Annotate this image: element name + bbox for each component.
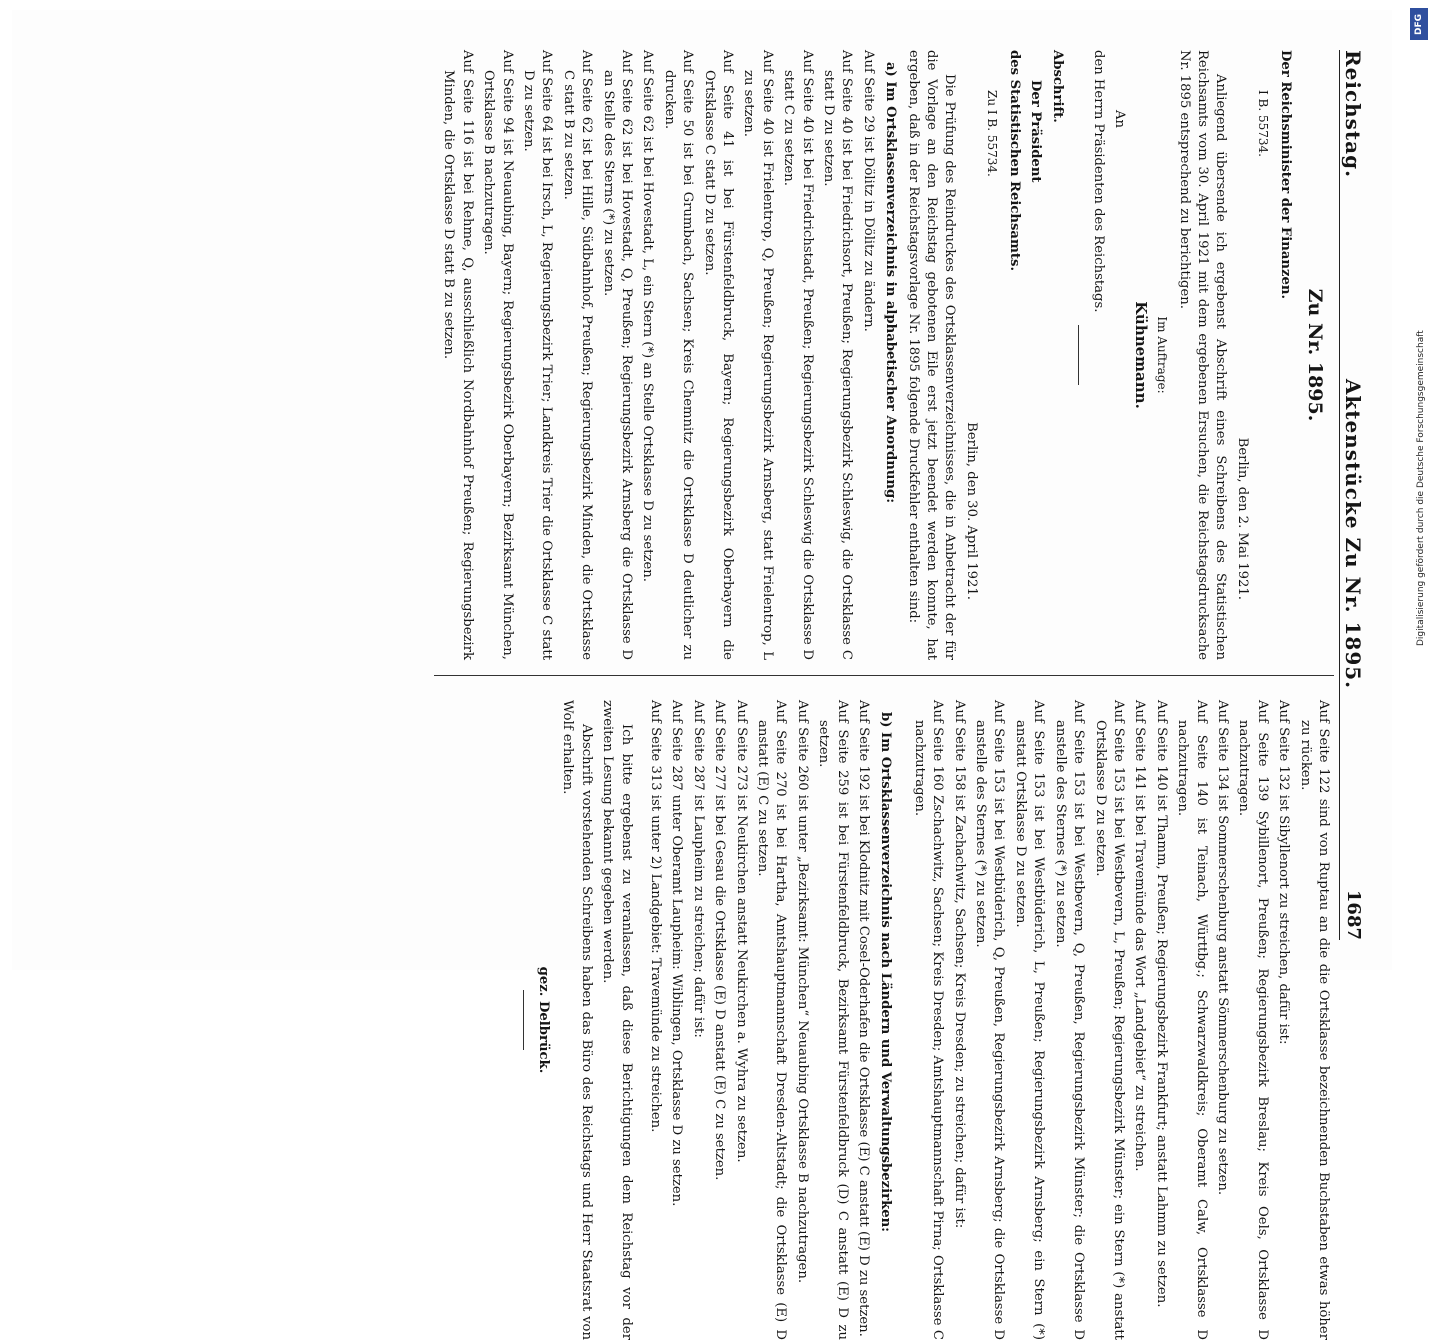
correction-item: Auf Seite 94 ist Neuaubing, Bayern; Regierungsbezirk Oberbayern; Bezirksamt München, Ortsklasse B nachzutragen. — [481, 50, 515, 660]
header-left: Reichstag. — [1341, 50, 1366, 179]
correction-item: Auf Seite 160 Zschachwitz, Sachsen; Kreis Dresden; Amtshauptmannschaft Pirna; Ortsklasse C nachzutragen. — [911, 700, 946, 1340]
correction-item: Auf Seite 270 ist bei Hartha, Amtshauptmannschaft Dresden-Altstadt; die Ortsklasse (E) D anstatt (E) C zu setzen. — [755, 700, 789, 1340]
correction-item: Auf Seite 259 ist bei Fürstenfeldbruck, Bezirksamt Fürstenfeldbruck (D) C anstatt (E) D zu setzen. — [816, 700, 850, 1340]
closing-paragraph-2: Abschrift vorstehenden Schreibens haben das Büro des Reichstags und Herr Staatsrat von Wolf erhalten. — [560, 700, 594, 1340]
document-page — [12, 10, 1392, 1340]
header-title: Aktenstücke Zu Nr. 1895. — [1341, 378, 1366, 690]
correction-item: Auf Seite 153 ist bei Westbüderich, Q, Preußen, Regierungsbezirk Arnsberg; die Ortsklasse D anstelle des Sternes (*) zu setzen. — [973, 700, 1007, 1340]
correction-item: Auf Seite 140 ist Teinach, Württbg.; Schwarzwaldkreis; Oberamt Calw, Ortsklasse D nachzutragen. — [1175, 700, 1209, 1340]
correction-item: Auf Seite 40 ist bei Friedrichsort, Preußen; Regierungsbezirk Schleswig, die Ortsklasse C statt D zu setzen. — [821, 50, 855, 660]
letter-body: Anliegend übersende ich ergebenst Abschrift eines Schreibens des Statistischen Reichsamts vom 30. April 1921 mit dem ergebenen Ersuchen, die Reichstagsdrucksache Nr. 1895 entsprechend zu berichtigen. — [1176, 50, 1229, 660]
place-date-2: Berlin, den 30. April 1921. — [963, 422, 979, 600]
corrections-list-a1 — [439, 50, 877, 660]
correction-item: Auf Seite 287 ist Laupheim zu streichen; dafür ist: — [690, 700, 706, 1038]
reference-2: Zu I B. 55734. — [985, 90, 1000, 177]
place-date: Berlin, den 2. Mai 1921. — [1234, 437, 1250, 600]
correction-item: Auf Seite 158 ist Zachachwitz, Sachsen; Kreis Dresden; zu streichen; dafür ist: — [951, 700, 967, 1229]
section-b-heading: b) Im Ortsklassenverzeichnis nach Ländern und Verwaltungsbezirken: — [878, 712, 894, 1233]
intro-paragraph: Die Prüfung des Reindruckes des Ortsklassenverzeichnisses, die in Anbetracht der für die Vorlage an den Reichstag gebotenen Eile erst jetzt beendet werden konnte, hat ergeben, daß in der Reichstagsvorlage Nr. 1895 folgende Druckfehler enthalten sind: — [905, 50, 958, 660]
correction-item: Auf Seite 277 ist bei Gesau die Ortsklasse (E) D anstatt (E) C zu setzen. — [712, 700, 728, 1181]
corrections-list-a2 — [909, 700, 1332, 1340]
correction-item: Auf Seite 140 ist Thamm, Preußen; Regierungsbezirk Frankfurt; anstatt Lahmm zu setzen. — [1153, 700, 1169, 1308]
addressee: Der Reichsminister der Finanzen. — [1277, 50, 1293, 300]
abschrift-label: Abschrift. — [1049, 50, 1065, 123]
correction-item: Auf Seite 116 ist bei Rehme, Q, ausschließlich Nordbahnhof Preußen; Regierungsbezirk Minden, die Ortsklasse D statt B zu setzen. — [441, 50, 475, 660]
signature-delbrueck: gez. Delbrück. — [535, 966, 551, 1074]
digitization-note: Digitalisierung gefördert durch die Deutsche Forschungsgemeinschaft — [1416, 330, 1426, 646]
section-a-heading: a) Im Ortsklassenverzeichnis in alphabetischer Anordnung: — [883, 62, 899, 504]
correction-item: Auf Seite 153 ist bei Westbüderich, L, Preußen; Regierungsbezirk Arnsberg; ein Stern (*) anstatt Ortsklasse D zu setzen. — [1012, 700, 1047, 1340]
correction-item: Auf Seite 41 ist bei Fürstenfeldbruck, Bayern; Regierungsbezirk Oberbayern die Ortsklasse C statt D zu setzen. — [701, 50, 736, 660]
correction-item: Auf Seite 273 ist Neukirchen anstatt Neukirchen a. Wyhra zu setzen. — [733, 700, 749, 1163]
correction-item: Auf Seite 313 ist unter 2) Landgebiet: Travemünde zu streichen. — [648, 700, 663, 1133]
sender-line-2: des Statistischen Reichsamts. — [1006, 50, 1022, 272]
correction-item: Auf Seite 132 ist Sibyllenort zu streichen, dafür ist: — [1276, 700, 1292, 1045]
closing-paragraph: Ich bitte ergebenst zu veranlassen, daß diese Berichtigungen dem Reichstag vor der zweiten Lesung bekannt gegeben werden. — [600, 700, 634, 1340]
correction-item: Auf Seite 141 ist bei Travemünde das Wort „Landgebiet“ zu streichen. — [1132, 700, 1148, 1172]
left-column — [436, 50, 1332, 660]
column-divider — [434, 675, 1334, 676]
dfg-logo-icon: DFG — [1410, 8, 1428, 40]
correction-item: Auf Seite 62 ist bei Hovestadt, L, ein Stern (*) an Stelle Ortsklasse D zu setzen. — [640, 50, 656, 582]
correction-item: Auf Seite 40 ist Frielentrop, Q, Preußen; Regierungsbezirk Arnsberg, statt Frielentrop, L zu setzen. — [741, 50, 775, 660]
correction-item: Auf Seite 153 ist bei Westbevern, Q, Preußen, Regierungsbezirk Münster; die Ortsklasse D anstelle des Sternes (*) zu setzen. — [1052, 700, 1087, 1340]
digitization-strip — [1400, 0, 1434, 1000]
corrections-list-b — [646, 700, 872, 1340]
an-label: An — [1112, 110, 1128, 129]
recipient: den Herrn Präsidenten des Reichstags. — [1090, 50, 1106, 313]
end-rule — [523, 990, 524, 1050]
correction-item: Auf Seite 139 Sybillenort, Preußen; Regierungsbezirk Breslau; Kreis Oels, Ortsklasse D nachzutragen. — [1236, 700, 1270, 1340]
page-number: 1687 — [1343, 889, 1365, 940]
correction-item: Auf Seite 29 ist Dölitz in Dölitz zu ändern. — [860, 50, 876, 332]
page-header — [1339, 50, 1374, 940]
correction-item: Auf Seite 40 ist bei Friedrichstadt, Preußen; Regierungsbezirk Schleswig die Ortsklasse D statt C zu setzen. — [781, 50, 815, 660]
doc-title: Zu Nr. 1895. — [1304, 288, 1326, 422]
reference: I B. 55734. — [1256, 90, 1271, 157]
right-column — [511, 700, 1332, 1340]
correction-item: Auf Seite 153 ist bei Westbevern, L, Preußen; Regierungsbezirk Münster; ein Stern (*) anstatt Ortsklasse D zu setzen. — [1092, 700, 1126, 1340]
correction-item: Auf Seite 122 sind von Ruptau an die die Ortsklasse bezeichnenden Buchstaben etwas höher zu rücken. — [1297, 700, 1331, 1340]
correction-item: Auf Seite 287 unter Oberamt Laupheim: Wiblingen, Ortsklasse D zu setzen. — [669, 700, 685, 1207]
im-auftrage: Im Auftrage: — [1155, 316, 1170, 394]
correction-item: Auf Seite 50 ist bei Grumbach, Sachsen; Kreis Chemnitz die Ortsklasse D deutlicher zu drucken. — [661, 50, 696, 660]
correction-item: Auf Seite 134 ist Sommerschenburg anstatt Sömmerschenburg zu setzen. — [1214, 700, 1230, 1196]
signature-kuehnemann: Kühnemann. — [1131, 301, 1150, 409]
correction-item: Auf Seite 64 ist bei Irsch, L, Regierungsbezirk Trier; Landkreis Trier die Ortsklasse C statt D zu setzen. — [520, 50, 555, 660]
correction-item: Auf Seite 62 ist bei Hille, Südbahnhof, Preußen; Regierungsbezirk Minden, die Ortsklasse C statt B zu setzen. — [560, 50, 595, 660]
sender-line-1: Der Präsident — [1028, 80, 1044, 183]
correction-item: Auf Seite 62 ist bei Hovestadt, Q, Preußen; Regierungsbezirk Arnsberg die Ortsklasse D an Stelle des Sterns (*) zu setzen. — [600, 50, 634, 660]
correction-item: Auf Seite 192 ist bei Klodnitz mit Cosel-Oderhafen die Ortsklasse (E) C anstatt (E) D zu setzen. — [856, 700, 872, 1337]
separator — [1078, 325, 1079, 385]
correction-item: Auf Seite 260 ist unter „Bezirksamt: München“ Neuaubing Ortsklasse B nachzutragen. — [794, 700, 810, 1284]
